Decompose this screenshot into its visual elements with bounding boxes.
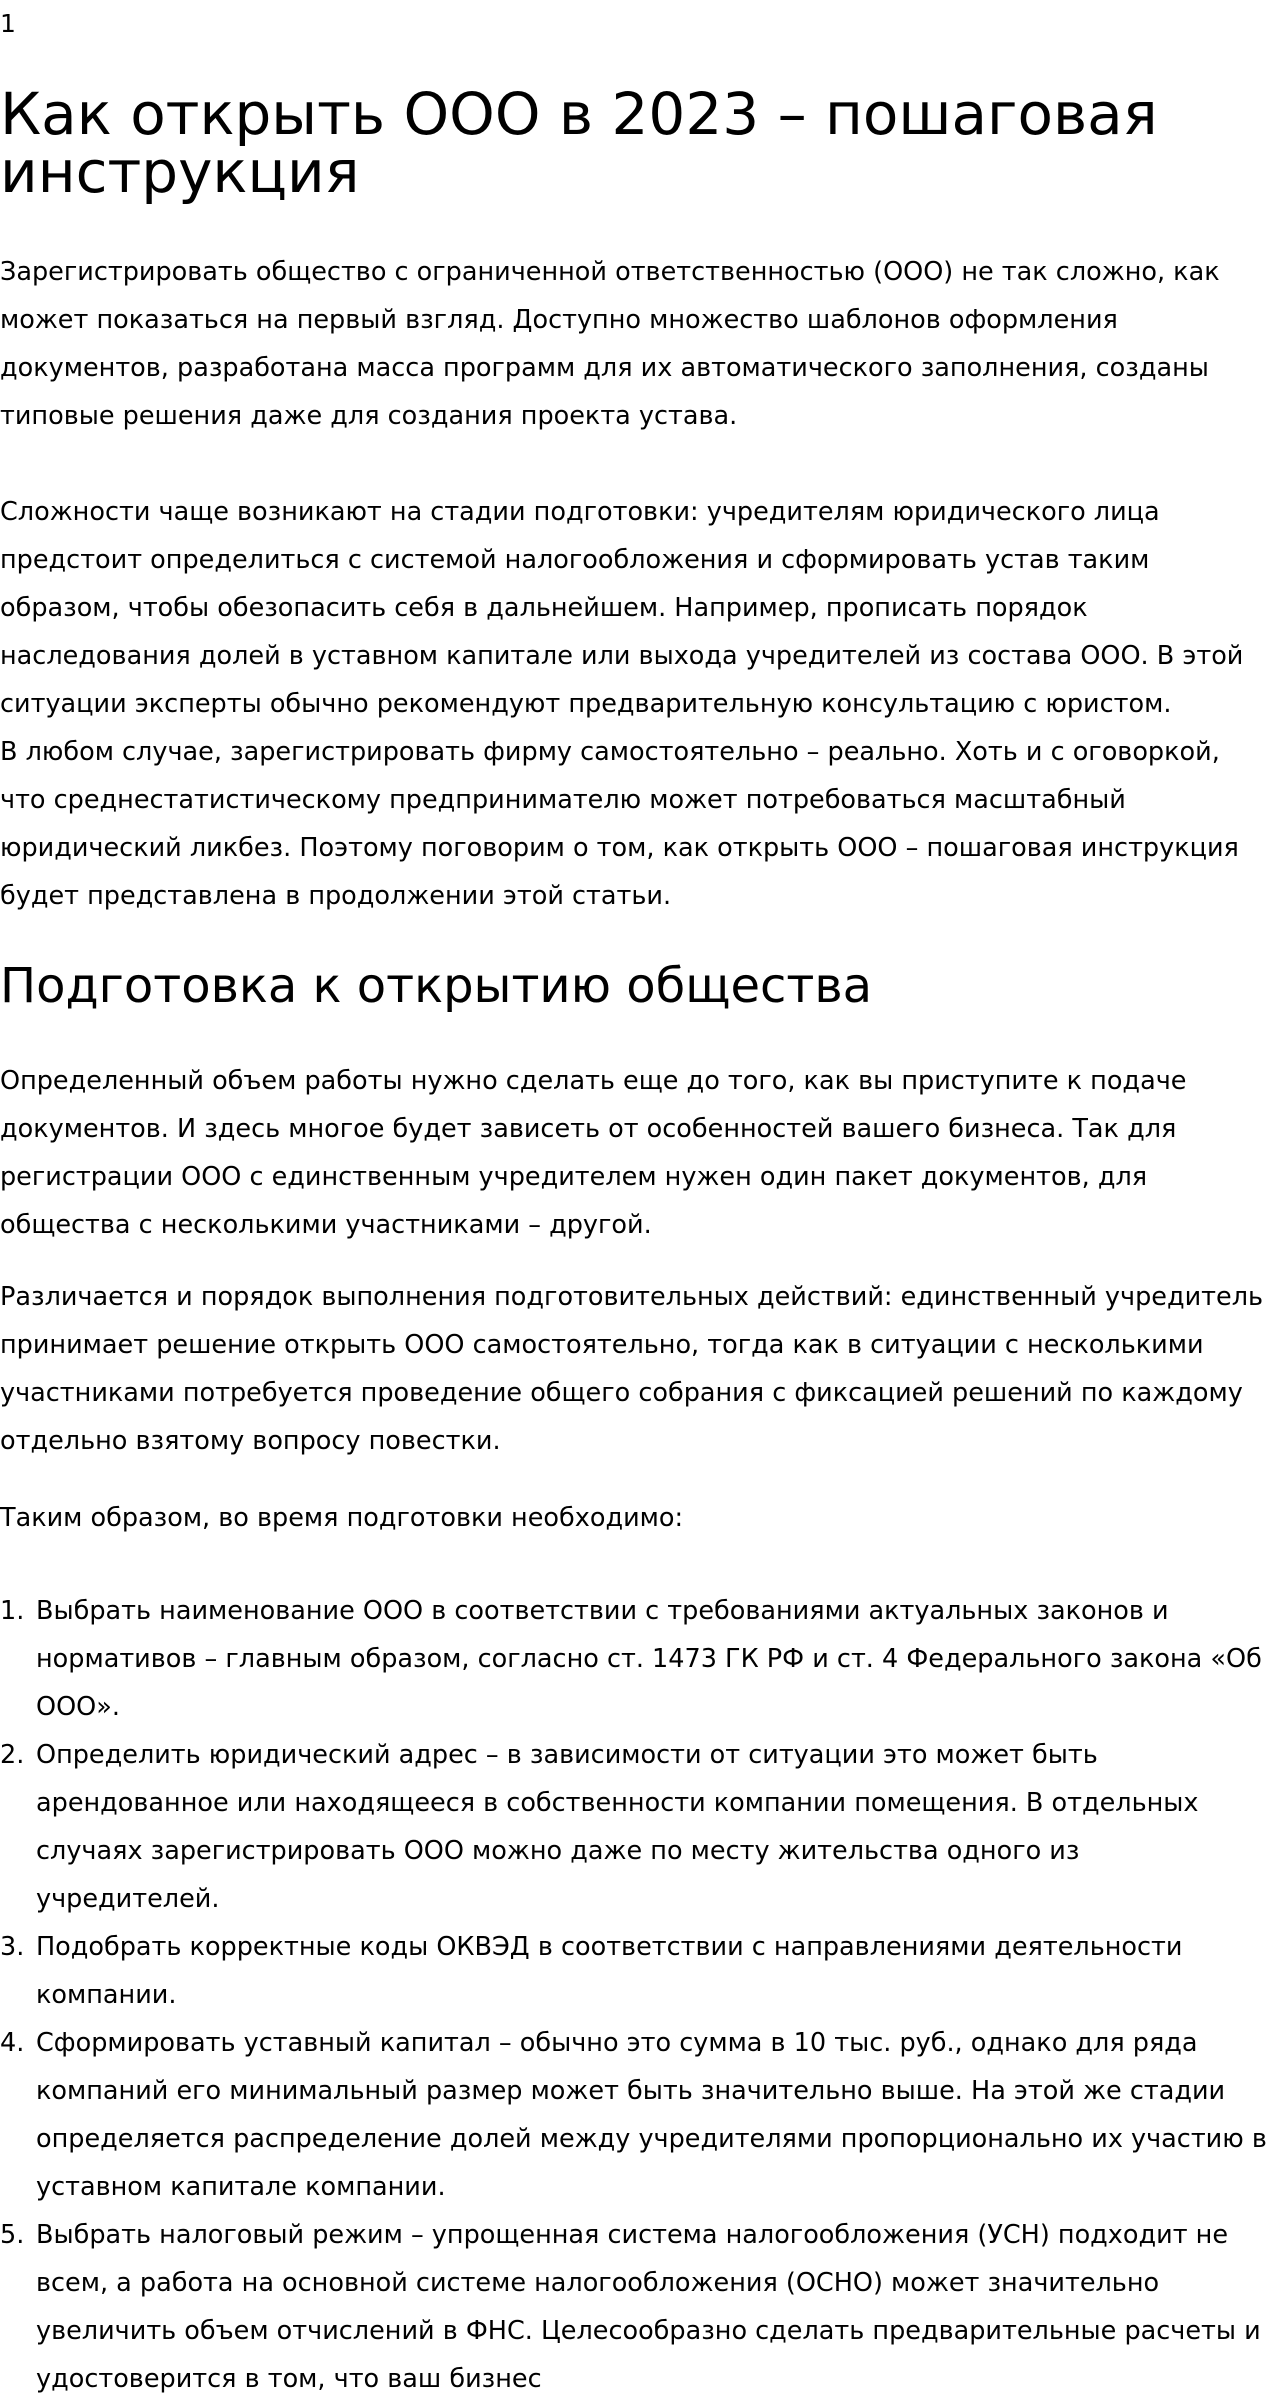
- list-item: [0, 1923, 1270, 2019]
- list-item-number: 4.: [0, 2028, 25, 2058]
- preparation-steps-list: [0, 1587, 1270, 2402]
- list-item: [0, 1731, 1270, 1923]
- list-item-number: 2.: [0, 1740, 25, 1770]
- section-paragraph-1: Определенный объем работы нужно сделать еще до того, как вы приступите к подаче документов. И здесь многое будет зависеть от особенностей вашего бизнеса. Так для регистрации ООО с единственным учредителем нужен один пакет документов, для общества с несколькими участниками – другой.: [0, 1066, 1187, 1240]
- article-title: Как открыть ООО в 2023 – пошаговая инструкция: [0, 80, 1158, 206]
- list-item-text: Определить юридический адрес – в зависимости от ситуации это может быть арендованное или находящееся в собственности компании помещения. В отдельных случаях зарегистрировать ООО можно даже по месту жительства одного из учредителей.: [36, 1740, 1199, 1914]
- intro-paragraph-2: Сложности чаще возникают на стадии подготовки: учредителям юридического лица предстоит определиться с системой налогообложения и сформировать устав таким образом, чтобы обезопасить себя в дальнейшем. Например, прописать порядок наследования долей в уставном капитале или выхода учредителей из состава ООО. В этой ситуации эксперты обычно рекомендуют предварительную консультацию с юристом.: [0, 497, 1244, 719]
- list-item: [0, 1587, 1270, 1731]
- list-item: [0, 2019, 1270, 2211]
- intro-paragraph-3: В любом случае, зарегистрировать фирму самостоятельно – реально. Хоть и с оговоркой, что среднестатистическому предпринимателю может потребоваться масштабный юридический ликбез. Поэтому поговорим о том, как открыть ООО – пошаговая инструкция будет представлена в продолжении этой статьи.: [0, 737, 1239, 911]
- list-item-number: 1.: [0, 1596, 25, 1626]
- section-paragraph-3: Таким образом, во время подготовки необходимо:: [0, 1503, 684, 1533]
- section-paragraph-2: Различается и порядок выполнения подготовительных действий: единственный учредитель принимает решение открыть ООО самостоятельно, тогда как в ситуации с несколькими участниками потребуется проведение общего собрания с фиксацией решений по каждому отдельно взятому вопросу повестки.: [0, 1282, 1264, 1456]
- list-item-text: Сформировать уставный капитал – обычно это сумма в 10 тыс. руб., однако для ряда компаний его минимальный размер может быть значительно выше. На этой же стадии определяется распределение долей между учредителями пропорционально их участию в уставном капитале компании.: [36, 2028, 1267, 2202]
- list-item-text: Выбрать налоговый режим – упрощенная система налогообложения (УСН) подходит не всем, а работа на основной системе налогообложения (ОСНО) может значительно увеличить объем отчислений в ФНС. Целесообразно сделать предварительные расчеты и удостоверится в том, что ваш бизнес: [36, 2220, 1261, 2394]
- list-item-number: 3.: [0, 1932, 25, 1962]
- list-item-text: Выбрать наименование ООО в соответствии с требованиями актуальных законов и нормативов – главным образом, согласно ст. 1473 ГК РФ и ст. 4 Федерального закона «Об ООО».: [36, 1596, 1262, 1722]
- section-heading: Подготовка к открытию общества: [0, 958, 873, 1014]
- list-item-text: Подобрать корректные коды ОКВЭД в соответствии с направлениями деятельности компании.: [36, 1932, 1183, 2010]
- list-item-number: 5.: [0, 2220, 25, 2250]
- page-number: 1: [0, 9, 16, 38]
- intro-paragraph-1: Зарегистрировать общество с ограниченной ответственностью (ООО) не так сложно, как может показаться на первый взгляд. Доступно множество шаблонов оформления документов, разработана масса программ для их автоматического заполнения, созданы типовые решения даже для создания проекта устава.: [0, 257, 1220, 431]
- list-item: [0, 2211, 1270, 2402]
